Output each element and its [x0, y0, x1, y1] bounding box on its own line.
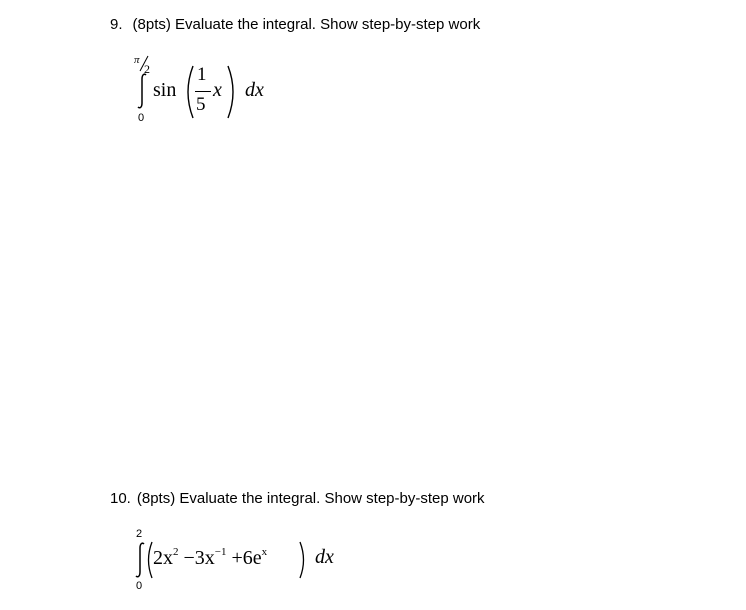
q9-lower-limit: 0 [138, 112, 145, 124]
q10-term2-exponent: −1 [214, 546, 227, 558]
q9-upper-limit-denominator: 2 [144, 62, 150, 76]
question-10-number: 10. [110, 490, 131, 507]
question-10-heading [110, 490, 485, 507]
question-9-prompt: Evaluate the integral. Show step-by-step work [175, 16, 481, 33]
q9-differential: dx [245, 79, 264, 101]
q9-function-sin: sin [153, 79, 177, 101]
q9-upper-limit-numerator: π [134, 54, 140, 66]
question-10-prompt: Evaluate the integral. Show step-by-step work [179, 490, 485, 507]
q9-left-paren [181, 64, 195, 120]
question-10-points: (8pts) [136, 490, 176, 507]
q9-variable: x [213, 79, 222, 101]
q10-term3-exponent: x [261, 546, 268, 558]
q10-term3-base: 6e [242, 547, 262, 569]
q9-right-paren [226, 64, 240, 120]
q10-expression [153, 546, 267, 570]
q10-term1-exponent: 2 [173, 546, 179, 558]
q10-term2-base: 3x [194, 547, 215, 569]
q10-right-paren [298, 540, 308, 580]
q10-upper-limit: 2 [136, 528, 143, 540]
q10-term1-base: 2x [153, 547, 173, 569]
q10-operator-minus: − [183, 547, 195, 569]
question-9-number: 9. [110, 16, 123, 33]
question-9-points: (8pts) [132, 16, 171, 33]
q9-fraction-denominator: 5 [196, 94, 206, 115]
q9-integral-sign [136, 72, 150, 110]
q9-fraction-bar [194, 90, 212, 93]
q9-fraction-numerator: 1 [197, 64, 207, 85]
q10-differential: dx [315, 546, 334, 568]
q10-operator-plus: + [231, 547, 243, 569]
q10-lower-limit: 0 [136, 580, 143, 592]
question-9-heading [110, 16, 480, 33]
